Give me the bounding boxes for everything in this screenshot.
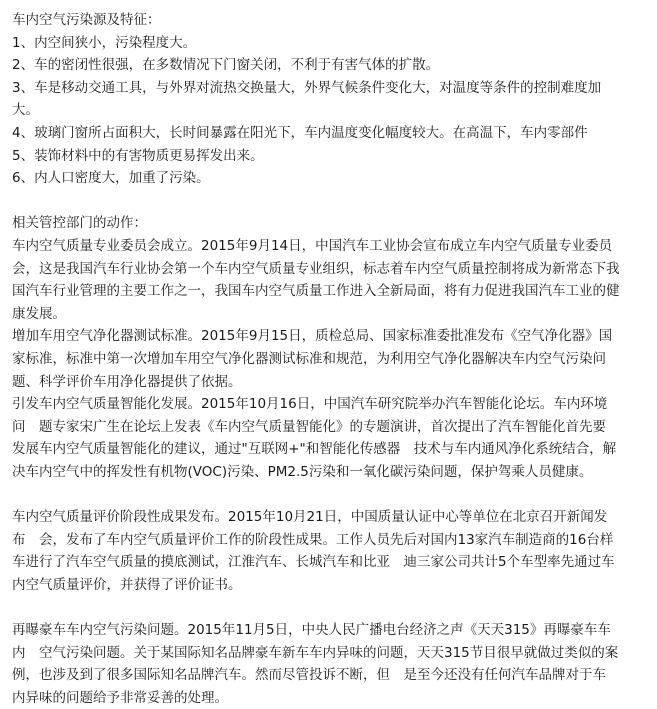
section-heading-pollution-sources: 车内空气污染源及特征：	[12, 12, 161, 28]
paragraph-line: 车进行了汽车空气质量的摸底测试，江淮汽车、长城汽车和比亚 迪三家公司共计5个车型率先通过车	[12, 554, 615, 571]
paragraph-line: 车内空气质量专业委员会成立。2015年9月14日，中国汽车工业协会宣布成立车内空气质量专业委员	[12, 237, 613, 254]
paragraph-line: 布 会，发布了车内空气质量评价工作的阶段性成果。工作人员先后对国内13家汽车制造商的16台样	[12, 531, 614, 548]
list-item: 6、内人口密度大，加重了污染。	[12, 170, 210, 187]
paragraph-line: 家标准，标准中第一次增加车用空气净化器测试标准和规范，为利用空气净化器解决车内空气污染问	[12, 350, 606, 367]
paragraph-line: 题、科学评价车用净化器提供了依据。	[12, 373, 242, 390]
paragraph-line: 决车内空气中的挥发性有机物(VOC)污染、PM2.5污染和一氧化碳污染问题，保护驾乘人员健康。	[12, 463, 593, 480]
paragraph-line: 会，这是我国汽车行业协会第一个车内空气质量专业组织，标志着车内空气质量控制将成为新常态下我	[12, 260, 620, 277]
paragraph-line: 康发展。	[12, 305, 66, 322]
paragraph-line: 内 空气污染问题。关于某国际知名品牌豪车新车车内异味的问题，天天315节目很早就做过类似的案	[12, 644, 619, 661]
paragraph-line: 发展车内空气质量智能化的建议，通过"互联网+"和智能化传感器 技术与车内通风净化系统结合，解	[12, 441, 617, 458]
list-item: 大。	[12, 102, 39, 119]
list-item: 2、车的密闭性很强，在多数情况下门窗关闭，不利于有害气体的扩散。	[12, 57, 440, 74]
paragraph-spacer	[12, 483, 647, 506]
list-item: 3、车是移动交通工具，与外界对流热交换量大，外界气候条件变化大，对温度等条件的控制难度加	[12, 79, 602, 96]
list-item: 5、装饰材料中的有害物质更易挥发出来。	[12, 147, 264, 164]
paragraph-line: 国汽车行业管理的主要工作之一，我国车内空气质量工作进入全新局面，将有力促进我国汽车工业的健	[12, 283, 620, 300]
section-heading-regulators: 相关管控部门的动作：	[12, 215, 147, 232]
paragraph-line: 内空气质量评价，并获得了评价证书。	[12, 576, 242, 593]
paragraph-spacer	[12, 596, 647, 619]
paragraph-line: 问 题专家宋广生在论坛上发表《车内空气质量智能化》的专题演讲，首次提出了汽车智能化首先要	[12, 418, 606, 435]
paragraph-line: 增加车用空气净化器测试标准。2015年9月15日，质检总局、国家标准委批准发布《空气净化器》国	[12, 328, 613, 345]
paragraph-line: 引发车内空气质量智能化发展。2015年10月16日，中国汽车研究院举办汽车智能化论坛。车内环境	[12, 396, 608, 413]
list-item: 4、玻璃门窗所占面积大，长时间暴露在阳光下，车内温度变化幅度较大。在高温下，车内零部件	[12, 124, 588, 141]
paragraph-line: 内异味的问题给予非常妥善的处理。	[12, 689, 228, 706]
paragraph-line: 再曝豪车车内空气污染问题。2015年11月5日，中央人民广播电台经济之声《天天315》再曝豪车车	[12, 622, 611, 639]
paragraph-line: 例，也涉及到了很多国际知名品牌汽车。然而尽管投诉不断，但 是至今还没有任何汽车品牌对于车	[12, 667, 606, 684]
list-item: 1、内空间狭小，污染程度大。	[12, 34, 197, 51]
paragraph-line: 车内空气质量评价阶段性成果发布。2015年10月21日，中国质量认证中心等单位在北京召开新闻发	[12, 509, 608, 526]
paragraph-spacer	[12, 190, 647, 213]
